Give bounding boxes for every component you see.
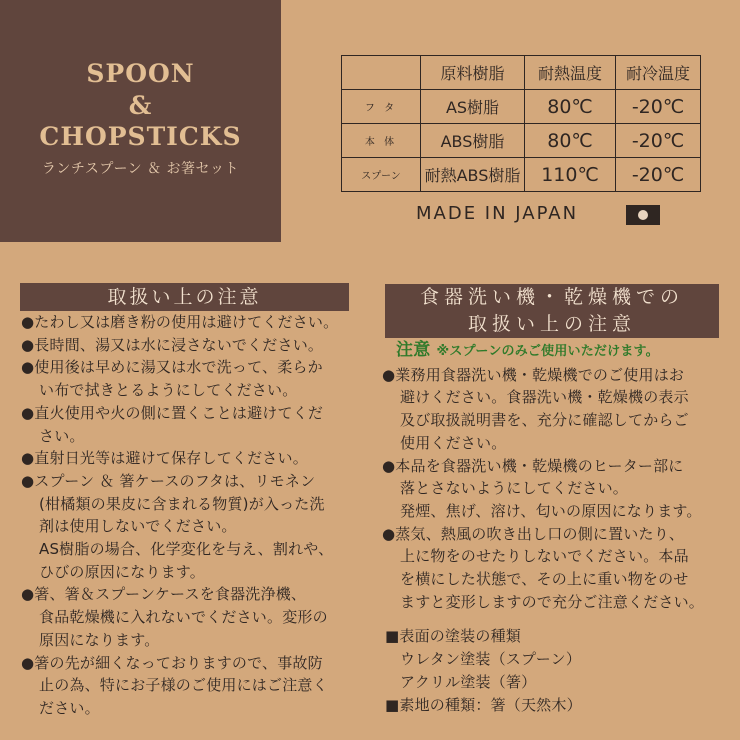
list-item: ウレタン塗装（スプーン） [400, 650, 582, 669]
table-row [342, 124, 701, 158]
list-item: 剤は使用しないでください。 [39, 517, 237, 536]
list-item: ●直射日光等は避けて保存してください。 [21, 449, 308, 468]
list-item: ●箸、箸＆スプーンケースを食器洗浄機、 [21, 585, 307, 604]
dishwasher-heading-line2: 取扱い上の注意 [467, 313, 636, 335]
table-cell: -20℃ [616, 158, 701, 192]
handling-caution-list [21, 311, 338, 720]
table-row [342, 90, 701, 124]
list-item: ●たわし又は磨き粉の使用は避けてください。 [21, 313, 339, 331]
list-item: アクリル塗装（箸） [400, 672, 537, 691]
brand-box [0, 0, 281, 242]
list-item: ●使用後は早めに湯又は水で洗って、柔らか [21, 358, 323, 377]
list-item: ●業務用食器洗い機・乾燥機でのご使用はお [382, 365, 685, 384]
table-header-row [342, 56, 701, 90]
table-cell: 耐熱ABS樹脂 [421, 158, 525, 192]
list-item: ●箸の先が細くなっておりますので、事故防 [21, 653, 323, 672]
table-cell: フ タ [342, 90, 421, 124]
list-item: 及び取扱説明書を、充分に確認してからご [400, 411, 689, 430]
list-item: ●直火使用や火の側に置くことは避けてくだ [21, 403, 324, 422]
brand-title-line1: SPOON [86, 59, 195, 88]
table-cell: -20℃ [616, 90, 701, 124]
list-item: ■素地の種類：箸（天然木） [385, 695, 582, 714]
list-item: ●スプーン ＆ 箸ケースのフタは、リモネン [21, 471, 316, 490]
list-item: さい。 [39, 426, 85, 445]
list-item: 避けください。食器洗い機・乾燥機の表示 [400, 388, 689, 407]
list-item: 発煙、焦げ、溶け、匂いの原因になります。 [400, 501, 702, 520]
brand-title-line3: CHOPSTICKS [39, 122, 242, 151]
list-item: 使用ください。 [400, 433, 507, 452]
list-item: ますと変形しますので充分ご注意ください。 [400, 592, 705, 611]
list-item: ●本品を食器洗い機・乾燥機のヒーター部に [382, 456, 684, 475]
list-item: AS樹脂の場合、化学変化を与え、割れや、 [39, 540, 334, 559]
caution-note: ※スプーンのみご使用いただけます。 [436, 344, 659, 359]
list-item: (柑橘類の果皮に含まれる物質)が入った洗 [39, 494, 325, 513]
table-header-cell: 耐冷温度 [616, 56, 701, 90]
caution-line [382, 339, 704, 364]
table-row [342, 158, 701, 192]
list-item: い布で拭きとるようにしてください。 [39, 381, 298, 400]
list-item: を横にした状態で、その上に重い物をのせ [400, 570, 689, 589]
dishwasher-caution-list [382, 339, 704, 716]
table-cell: 本 体 [342, 124, 421, 158]
table-cell: 110℃ [525, 158, 616, 192]
list-item: 止の為、特にお子様のご使用にはご注意く [39, 676, 328, 695]
table-cell: スプーン [342, 158, 421, 192]
material-spec-table [341, 55, 701, 192]
table-cell: AS樹脂 [421, 90, 525, 124]
handling-caution-heading: 取扱い上の注意 [20, 283, 349, 311]
table-cell: ABS樹脂 [421, 124, 525, 158]
list-item: ■表面の塗装の種類 [385, 627, 521, 646]
list-item: ださい。 [39, 698, 100, 717]
table-cell: 80℃ [525, 124, 616, 158]
list-item: 上に物をのせたりしないでください。本品 [400, 547, 689, 566]
japan-flag-icon [626, 205, 660, 225]
table-cell: 80℃ [525, 90, 616, 124]
caution-label: 注意 [396, 340, 431, 360]
brand-title-line2: & [128, 91, 153, 120]
dishwasher-caution-heading [385, 284, 719, 338]
list-item: 原因になります。 [39, 630, 160, 649]
table-cell: -20℃ [616, 124, 701, 158]
brand-subtitle: ランチスプーン ＆ お箸セット [41, 161, 240, 177]
table-header-cell: 耐熱温度 [525, 56, 616, 90]
made-in-label: MADE IN JAPAN [416, 203, 579, 224]
list-item: 落とさないようにしてください。 [400, 479, 629, 498]
list-item: ひびの原因になります。 [39, 562, 206, 581]
list-item: ●長時間、湯又は水に浸さないでください。 [21, 335, 324, 354]
dishwasher-heading-line1: 食器洗い機・乾燥機での [419, 286, 684, 308]
table-header-cell: 原料樹脂 [421, 56, 525, 90]
list-item: 食品乾燥機に入れないでください。変形の [39, 608, 328, 627]
list-item: ●蒸気、熱風の吹き出し口の側に置いたり、 [382, 524, 685, 543]
table-header-cell [342, 56, 421, 90]
